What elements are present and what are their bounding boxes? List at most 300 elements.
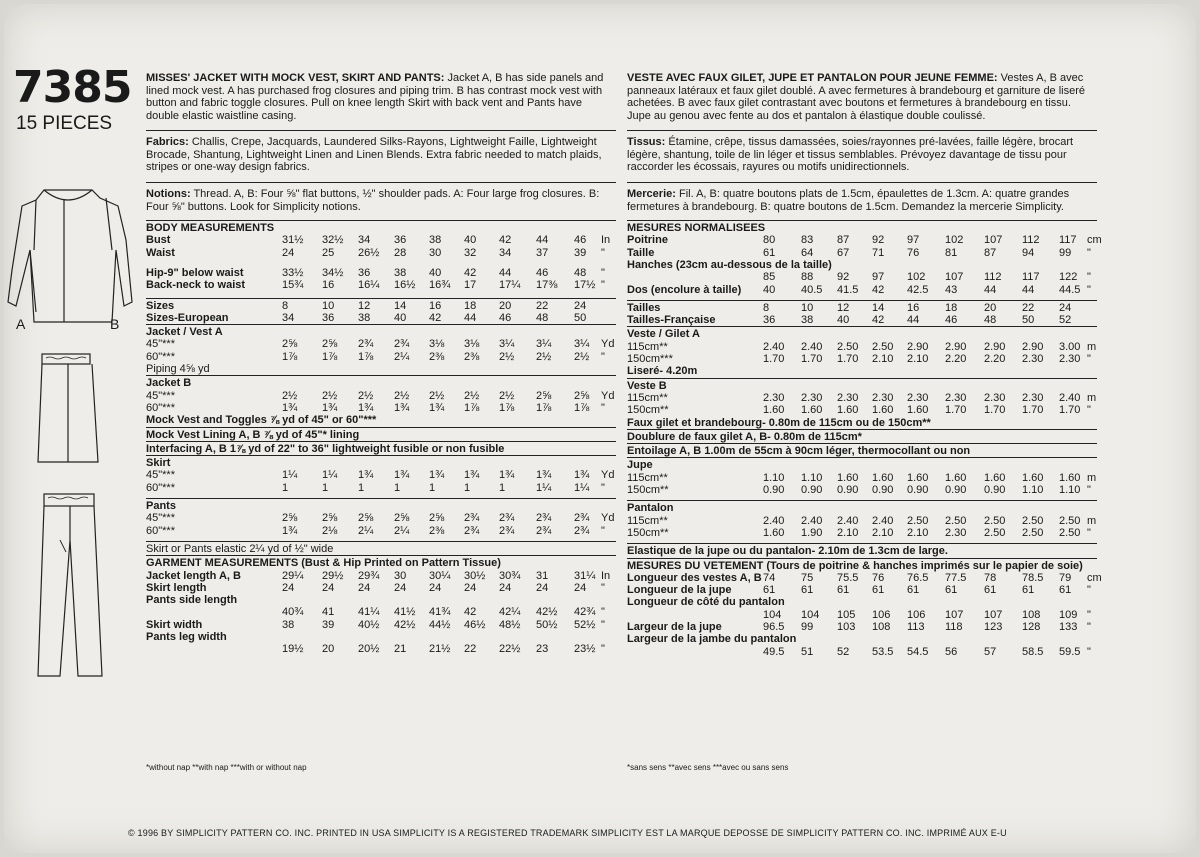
table-cell: 2.30 bbox=[945, 526, 967, 539]
view-label-b: B bbox=[110, 316, 120, 332]
table-cell: 1.70 bbox=[984, 404, 1006, 417]
table-cell: 50 bbox=[574, 311, 587, 324]
table-cell: 30¾ bbox=[499, 569, 521, 582]
table-row bbox=[146, 338, 616, 351]
table-cell: 1⅞ bbox=[574, 401, 590, 414]
body-measurements-header: BODY MEASUREMENTS bbox=[146, 222, 275, 234]
table-cell: 42½ bbox=[536, 606, 558, 619]
jupe-header: Jupe bbox=[627, 459, 653, 472]
table-cell: 1.60 bbox=[763, 526, 785, 539]
table-cell: 2½ bbox=[499, 389, 515, 402]
table-cell: 36 bbox=[394, 234, 407, 247]
table-cell: 1 bbox=[429, 481, 436, 494]
table-cell: 41 bbox=[322, 606, 335, 619]
table-cell: 1⅞ bbox=[464, 401, 480, 414]
table-cell: 102 bbox=[945, 234, 964, 247]
table-cell: 123 bbox=[984, 621, 1003, 633]
table-cell: 1¾ bbox=[282, 401, 298, 414]
unit-label: " bbox=[1087, 283, 1091, 296]
divider-rule bbox=[627, 543, 1097, 544]
table-cell: 33½ bbox=[282, 266, 304, 279]
jacket-b-header: Jacket B bbox=[146, 377, 192, 390]
table-cell: 2¾ bbox=[358, 338, 374, 351]
table-cell: 1.60 bbox=[872, 404, 894, 417]
table-cell: 50 bbox=[1022, 314, 1035, 327]
table-cell: 29½ bbox=[322, 569, 344, 582]
table-cell: 2.40 bbox=[1059, 391, 1081, 404]
table-cell: 2⅝ bbox=[394, 512, 410, 525]
table-cell: 92 bbox=[872, 234, 885, 247]
table-cell: 42 bbox=[464, 266, 477, 279]
table-cell: 108 bbox=[1022, 608, 1041, 621]
table-cell: 94 bbox=[1022, 246, 1035, 259]
table-row bbox=[146, 631, 616, 644]
copyright-footer: © 1996 BY SIMPLICITY PATTERN CO. INC. PRINTED IN USA SIMPLICITY IS A REGISTERED TRADEMARK SIMPLICITY EST LA MARQUE DEPOSSE DE SIMPLICITY PATTERN CO. INC. IMPRIMÉ AUX E-U bbox=[128, 828, 1007, 838]
lisere-note: Liseré- 4.20m bbox=[627, 365, 698, 378]
table-cell: 24 bbox=[358, 581, 371, 594]
table-cell: 1.60 bbox=[837, 471, 859, 484]
table-cell: 2⅝ bbox=[282, 338, 298, 351]
table-cell: 2½ bbox=[394, 389, 410, 402]
table-cell: 2¾ bbox=[536, 512, 552, 525]
table-cell: 2.30 bbox=[801, 391, 823, 404]
table-cell: 109 bbox=[1059, 608, 1078, 621]
unit-label: " bbox=[601, 481, 605, 494]
table-cell: 16½ bbox=[394, 279, 416, 292]
french-description-text: Vestes A, B avec panneaux latéraux et faux gilet doublé. A avec fermetures à brandebourg et garniture de liseré achetées. B avec faux gilet contrastant avec boutons et fermetures à brandebourg en tissu. Jupe au genou avec fente au dos et pantalon à élastique double coulissé. bbox=[627, 72, 1086, 122]
table-cell: 122 bbox=[1059, 271, 1078, 284]
table-cell: 17⅜ bbox=[536, 279, 558, 292]
table-cell: 2¾ bbox=[499, 524, 515, 537]
row-label: 60"*** bbox=[146, 481, 175, 494]
fabrics-label: Fabrics: bbox=[146, 136, 189, 148]
table-cell: 105 bbox=[837, 608, 856, 621]
table-cell: 40 bbox=[837, 314, 850, 327]
table-cell: 25 bbox=[322, 246, 335, 259]
table-cell: 3¼ bbox=[499, 338, 515, 351]
table-cell: 41½ bbox=[394, 606, 416, 619]
table-row bbox=[146, 300, 616, 313]
table-cell: 104 bbox=[763, 608, 782, 621]
divider-rule bbox=[146, 298, 616, 299]
row-label: Skirt width bbox=[146, 618, 203, 631]
table-cell: 2.50 bbox=[1059, 526, 1081, 539]
table-cell: 24 bbox=[322, 581, 335, 594]
table-cell: 3¼ bbox=[536, 338, 552, 351]
divider-rule bbox=[627, 300, 1097, 301]
unit-label: " bbox=[1087, 246, 1091, 259]
table-cell: 2.30 bbox=[945, 391, 967, 404]
table-cell: 79 bbox=[1059, 571, 1072, 584]
unit-label: Yd bbox=[601, 389, 615, 402]
table-cell: 42¾ bbox=[574, 606, 596, 619]
table-cell: 20½ bbox=[358, 643, 380, 656]
row-label: Hip-9" below waist bbox=[146, 266, 244, 279]
table-cell: 2.30 bbox=[763, 391, 785, 404]
row-label: 45"*** bbox=[146, 512, 175, 525]
row-label: 115cm** bbox=[627, 514, 668, 527]
row-label: 150cm** bbox=[627, 526, 669, 539]
table-cell: 87 bbox=[984, 246, 997, 259]
mesures-normalisees-header: MESURES NORMALISEES bbox=[627, 222, 766, 234]
table-cell: 46 bbox=[536, 266, 549, 279]
table-cell: 21½ bbox=[429, 643, 451, 656]
unit-label: m bbox=[1087, 471, 1097, 484]
table-cell: 8 bbox=[282, 299, 289, 312]
table-cell: 2½ bbox=[358, 389, 374, 402]
table-cell: 133 bbox=[1059, 621, 1078, 633]
table-cell: 2½ bbox=[464, 389, 480, 402]
table-cell: 1¼ bbox=[282, 469, 298, 482]
table-cell: 24 bbox=[499, 581, 512, 594]
table-cell: 28 bbox=[394, 246, 407, 259]
table-cell: 50½ bbox=[536, 618, 558, 631]
divider-rule bbox=[627, 429, 1097, 430]
row-label: Tailles bbox=[627, 301, 661, 314]
table-cell: 2.10 bbox=[907, 526, 929, 539]
table-cell: 48 bbox=[536, 311, 549, 324]
table-cell: 92 bbox=[837, 271, 850, 284]
table-cell: 10 bbox=[322, 299, 335, 312]
table-cell: 31½ bbox=[282, 234, 304, 247]
row-label: Hanches (23cm au-dessous de la taille) bbox=[627, 258, 832, 271]
table-cell: 107 bbox=[945, 608, 964, 621]
piping-note: Piping 4⅝ yd bbox=[146, 363, 210, 375]
table-cell: 34 bbox=[499, 246, 512, 259]
table-cell: 106 bbox=[872, 608, 891, 621]
table-cell: 42 bbox=[872, 314, 885, 327]
table-cell: 2.40 bbox=[801, 514, 823, 527]
table-cell: 88 bbox=[801, 271, 814, 284]
french-measurement-table bbox=[627, 220, 1102, 780]
table-cell: 2.90 bbox=[907, 340, 929, 353]
tissus-label: Tissus: bbox=[627, 136, 666, 148]
row-label: Sizes bbox=[146, 299, 175, 312]
table-cell: 23 bbox=[536, 643, 549, 656]
table-cell: 2.50 bbox=[1022, 526, 1044, 539]
table-cell: 48 bbox=[574, 266, 587, 279]
view-label-a: A bbox=[16, 316, 26, 332]
table-cell: 1¾ bbox=[536, 469, 552, 482]
table-cell: 30½ bbox=[464, 569, 486, 582]
table-row bbox=[146, 312, 616, 325]
table-cell: 3.00 bbox=[1059, 340, 1081, 353]
unit-label: " bbox=[1087, 645, 1091, 658]
jacket-a-header: Jacket / Vest A bbox=[146, 326, 223, 339]
divider-rule bbox=[146, 455, 616, 456]
table-cell: 117 bbox=[1059, 234, 1077, 247]
table-cell: 76 bbox=[872, 571, 885, 584]
table-cell: 61 bbox=[1059, 584, 1072, 597]
table-cell: 76.5 bbox=[907, 571, 929, 584]
table-cell: 2.30 bbox=[872, 391, 894, 404]
table-cell: 78 bbox=[984, 571, 997, 584]
unit-label: " bbox=[601, 581, 605, 594]
table-cell: 24 bbox=[574, 581, 587, 594]
table-row bbox=[627, 314, 1097, 327]
table-cell: 46½ bbox=[464, 618, 486, 631]
table-row bbox=[146, 469, 616, 482]
table-cell: 1.10 bbox=[1022, 484, 1044, 496]
table-cell: 1.60 bbox=[837, 404, 859, 417]
table-cell: 2⅝ bbox=[322, 338, 338, 351]
table-cell: 46 bbox=[499, 311, 512, 324]
table-cell: 34½ bbox=[322, 266, 344, 279]
table-cell: 87 bbox=[837, 234, 850, 247]
mock-vest-lining-note: Mock Vest Lining A, B ⅞ yd of 45"* lining bbox=[146, 428, 360, 441]
table-cell: 3⅛ bbox=[464, 338, 480, 351]
table-row bbox=[627, 392, 1097, 405]
table-cell: 1.10 bbox=[801, 471, 823, 484]
table-row bbox=[627, 515, 1097, 528]
english-description bbox=[146, 72, 616, 130]
row-label: Dos (encolure à taille) bbox=[627, 283, 742, 296]
unit-label: m bbox=[1087, 340, 1097, 353]
table-cell: 103 bbox=[837, 621, 856, 633]
row-label: 150cm*** bbox=[627, 353, 673, 365]
table-cell: 2½ bbox=[536, 350, 552, 363]
table-cell: 30 bbox=[429, 246, 442, 259]
table-cell: 40 bbox=[763, 283, 776, 296]
table-cell: 76 bbox=[907, 246, 920, 259]
faux-gilet-note: Faux gilet et brandebourg- 0.80m de 115cm ou de 150cm** bbox=[627, 416, 931, 429]
garment-measurements-header: GARMENT MEASUREMENTS (Bust & Hip Printed on Pattern Tissue) bbox=[146, 557, 501, 570]
table-cell: 31¼ bbox=[574, 569, 596, 582]
table-cell: 61 bbox=[837, 584, 850, 597]
table-cell: 22½ bbox=[499, 643, 521, 656]
divider-rule bbox=[146, 427, 616, 428]
table-cell: 34 bbox=[358, 234, 371, 247]
table-row bbox=[627, 646, 1097, 659]
unit-label: " bbox=[1087, 484, 1091, 496]
table-cell: 42½ bbox=[394, 618, 416, 631]
english-footnote: *without nap **with nap ***with or without nap bbox=[146, 763, 307, 772]
table-row bbox=[146, 351, 616, 364]
table-cell: 61 bbox=[801, 584, 814, 597]
table-cell: 44 bbox=[464, 311, 477, 324]
table-row bbox=[627, 472, 1097, 485]
table-cell: 2⅝ bbox=[429, 512, 445, 525]
table-cell: 40¾ bbox=[282, 606, 304, 619]
row-label: Jacket length A, B bbox=[146, 569, 241, 582]
table-cell: 10 bbox=[801, 301, 814, 314]
table-cell: 3¼ bbox=[574, 338, 590, 351]
table-cell: 36 bbox=[322, 311, 335, 324]
table-row bbox=[627, 247, 1097, 260]
table-cell: 64 bbox=[801, 246, 814, 259]
table-cell: 0.90 bbox=[763, 484, 785, 496]
row-label: Poitrine bbox=[627, 234, 668, 247]
table-cell: 2.50 bbox=[1059, 514, 1081, 527]
row-label: 115cm** bbox=[627, 340, 668, 353]
table-cell: 102 bbox=[907, 271, 926, 284]
unit-label: " bbox=[1087, 404, 1091, 417]
unit-label: cm bbox=[1087, 571, 1102, 584]
table-cell: 42 bbox=[872, 283, 885, 296]
table-cell: 107 bbox=[945, 271, 964, 284]
table-row bbox=[627, 571, 1102, 585]
table-cell: 24 bbox=[429, 581, 442, 594]
table-cell: 2.90 bbox=[1022, 340, 1044, 353]
table-cell: 29¼ bbox=[282, 569, 304, 582]
table-cell: 41¼ bbox=[358, 606, 380, 619]
table-row bbox=[627, 284, 1097, 297]
pattern-number: 7385 bbox=[13, 62, 132, 113]
unit-label: Yd bbox=[601, 338, 615, 351]
row-label: Largeur de la jambe du pantalon bbox=[627, 633, 797, 646]
table-row bbox=[627, 621, 1097, 634]
divider-rule bbox=[146, 541, 616, 542]
french-column bbox=[627, 72, 1097, 220]
table-cell: 40½ bbox=[358, 618, 380, 631]
table-row bbox=[146, 279, 616, 292]
table-cell: 78.5 bbox=[1022, 571, 1044, 584]
divider-rule bbox=[146, 324, 616, 325]
french-footnote: *sans sens **avec sens ***avec ou sans sens bbox=[627, 763, 789, 772]
interfacing-note: Interfacing A, B 1⅞ yd of 22" to 36" lightweight fusible or non fusible bbox=[146, 442, 505, 455]
table-cell: 1.70 bbox=[763, 353, 785, 365]
table-cell: 24 bbox=[282, 246, 295, 259]
row-label: 60"*** bbox=[146, 524, 175, 537]
row-label: 60"*** bbox=[146, 401, 175, 414]
divider-rule bbox=[627, 558, 1097, 559]
table-cell: 2.30 bbox=[1059, 353, 1081, 365]
table-cell: 51 bbox=[801, 645, 814, 658]
row-label: Sizes-European bbox=[146, 311, 229, 324]
table-cell: 56 bbox=[945, 645, 958, 658]
table-cell: 24 bbox=[394, 581, 407, 594]
table-cell: 61 bbox=[984, 584, 997, 597]
table-cell: 0.90 bbox=[945, 484, 967, 496]
english-description-text: Jacket A, B has side panels and lined mock vest. A has purchased frog closures and piping trim. B has contrast mock vest with button and fabric toggle closures. Pull on knee length Skirt with back vent and Pants have double elastic waistline casing. bbox=[146, 72, 604, 122]
unit-label: cm bbox=[1087, 234, 1102, 247]
table-row bbox=[146, 234, 616, 247]
table-row bbox=[146, 619, 616, 632]
english-fabrics bbox=[146, 130, 616, 182]
divider-rule bbox=[627, 500, 1097, 501]
french-fabrics bbox=[627, 130, 1097, 182]
unit-label: " bbox=[1087, 608, 1091, 621]
unit-label: m bbox=[1087, 391, 1097, 404]
table-cell: 1¾ bbox=[358, 401, 374, 414]
table-cell: 1¾ bbox=[282, 524, 298, 537]
elastique-note: Elastique de la jupe ou du pantalon- 2.10m de 1.3cm de large. bbox=[627, 545, 948, 558]
table-cell: 71 bbox=[872, 246, 885, 259]
table-cell: 108 bbox=[872, 621, 891, 633]
table-cell: 1.70 bbox=[1022, 404, 1044, 417]
table-cell: 52 bbox=[1059, 314, 1072, 327]
table-cell: 1.10 bbox=[1059, 484, 1081, 496]
table-cell: 16¼ bbox=[358, 279, 380, 292]
table-cell: 81 bbox=[945, 246, 958, 259]
table-cell: 2.50 bbox=[1022, 514, 1044, 527]
table-cell: 80 bbox=[763, 234, 776, 247]
table-cell: 2.30 bbox=[837, 391, 859, 404]
notions-text: Thread. A, B: Four ⅝" flat buttons, ½" shoulder pads. A: Four large frog closures. B: Four ⅝" buttons. Look for Simplicity notions. bbox=[146, 188, 600, 213]
fabrics-text: Challis, Crepe, Jacquards, Laundered Silks-Rayons, Lightweight Faille, Lightweight Brocade, Shantung, Lightweight Linen and Linen Blends. Extra fabric needed to match plaids, stripes or one-way design fabrics. bbox=[146, 136, 602, 174]
row-label: Pants side length bbox=[146, 594, 238, 607]
table-cell: 44.5 bbox=[1059, 283, 1081, 296]
table-cell: 2¾ bbox=[574, 524, 590, 537]
table-cell: 1 bbox=[394, 481, 401, 494]
table-cell: 24 bbox=[1059, 301, 1072, 314]
table-cell: 1¾ bbox=[358, 469, 374, 482]
table-row bbox=[146, 247, 616, 260]
table-cell: 38 bbox=[282, 618, 295, 631]
english-notions bbox=[146, 182, 616, 220]
table-cell: 36 bbox=[763, 314, 776, 327]
table-cell: 1.10 bbox=[763, 471, 785, 484]
table-cell: 1 bbox=[282, 481, 289, 494]
table-cell: 2.10 bbox=[872, 353, 894, 365]
table-cell: 46 bbox=[945, 314, 958, 327]
table-cell: 2⅝ bbox=[282, 512, 298, 525]
notions-label: Notions: bbox=[146, 188, 191, 200]
table-cell: 1.60 bbox=[907, 471, 929, 484]
table-cell: 112 bbox=[1022, 234, 1040, 247]
table-cell: 2½ bbox=[282, 389, 298, 402]
english-column bbox=[146, 72, 616, 220]
unit-label: " bbox=[601, 401, 605, 414]
row-label: Largeur de la jupe bbox=[627, 621, 722, 633]
table-cell: 2⅜ bbox=[464, 350, 480, 363]
table-cell: 2.90 bbox=[945, 340, 967, 353]
table-cell: 99 bbox=[1059, 246, 1072, 259]
table-cell: 104 bbox=[801, 608, 820, 621]
table-cell: 1.90 bbox=[801, 526, 823, 539]
table-cell: 44 bbox=[984, 283, 997, 296]
table-cell: 16 bbox=[907, 301, 920, 314]
unit-label: " bbox=[1087, 353, 1091, 365]
table-cell: 32 bbox=[464, 246, 477, 259]
table-cell: 0.90 bbox=[984, 484, 1006, 496]
table-cell: 30 bbox=[394, 569, 407, 582]
mesures-vetement-header: MESURES DU VETEMENT (Tours de poitrine & hanches imprimés sur le papier de soie) bbox=[627, 559, 1083, 572]
table-cell: 24 bbox=[464, 581, 477, 594]
divider-rule bbox=[146, 375, 616, 376]
table-cell: 39 bbox=[574, 246, 587, 259]
table-cell: 1.60 bbox=[1022, 471, 1044, 484]
table-cell: 1.70 bbox=[837, 353, 859, 365]
table-cell: 8 bbox=[763, 301, 770, 314]
table-cell: 75 bbox=[801, 571, 814, 584]
table-cell: 2.50 bbox=[872, 340, 894, 353]
table-cell: 128 bbox=[1022, 621, 1041, 633]
table-cell: 1⅞ bbox=[282, 350, 298, 363]
divider-rule bbox=[627, 457, 1097, 458]
table-cell: 1.60 bbox=[984, 471, 1006, 484]
table-row bbox=[627, 596, 1097, 609]
tissus-text: Étamine, crêpe, tissus damassées, soies/rayonnes pré-lavées, faille légère, brocart légère, shantung, toile de lin léger et tissus semblables. Prévoyez davantage de tissu pour raccorder les écossais, rayures ou motifs unidirectionnels. bbox=[627, 136, 1074, 174]
table-cell: 40.5 bbox=[801, 283, 823, 296]
table-cell: 61 bbox=[763, 584, 776, 597]
row-label: Taille bbox=[627, 246, 655, 259]
table-cell: 1¼ bbox=[536, 481, 552, 494]
pants-illustration bbox=[0, 0, 1, 1]
divider-rule bbox=[146, 441, 616, 442]
table-cell: 58.5 bbox=[1022, 645, 1044, 658]
doublure-note: Doublure de faux gilet A, B- 0.80m de 115cm* bbox=[627, 430, 862, 443]
table-cell: 20 bbox=[499, 299, 512, 312]
table-cell: 36 bbox=[358, 266, 371, 279]
table-row bbox=[627, 584, 1097, 597]
table-cell: 40 bbox=[464, 234, 477, 247]
table-row bbox=[146, 643, 616, 656]
table-cell: 99 bbox=[801, 621, 814, 633]
table-cell: 41.5 bbox=[837, 283, 859, 296]
table-row bbox=[627, 259, 1097, 272]
table-cell: 44 bbox=[1022, 283, 1035, 296]
